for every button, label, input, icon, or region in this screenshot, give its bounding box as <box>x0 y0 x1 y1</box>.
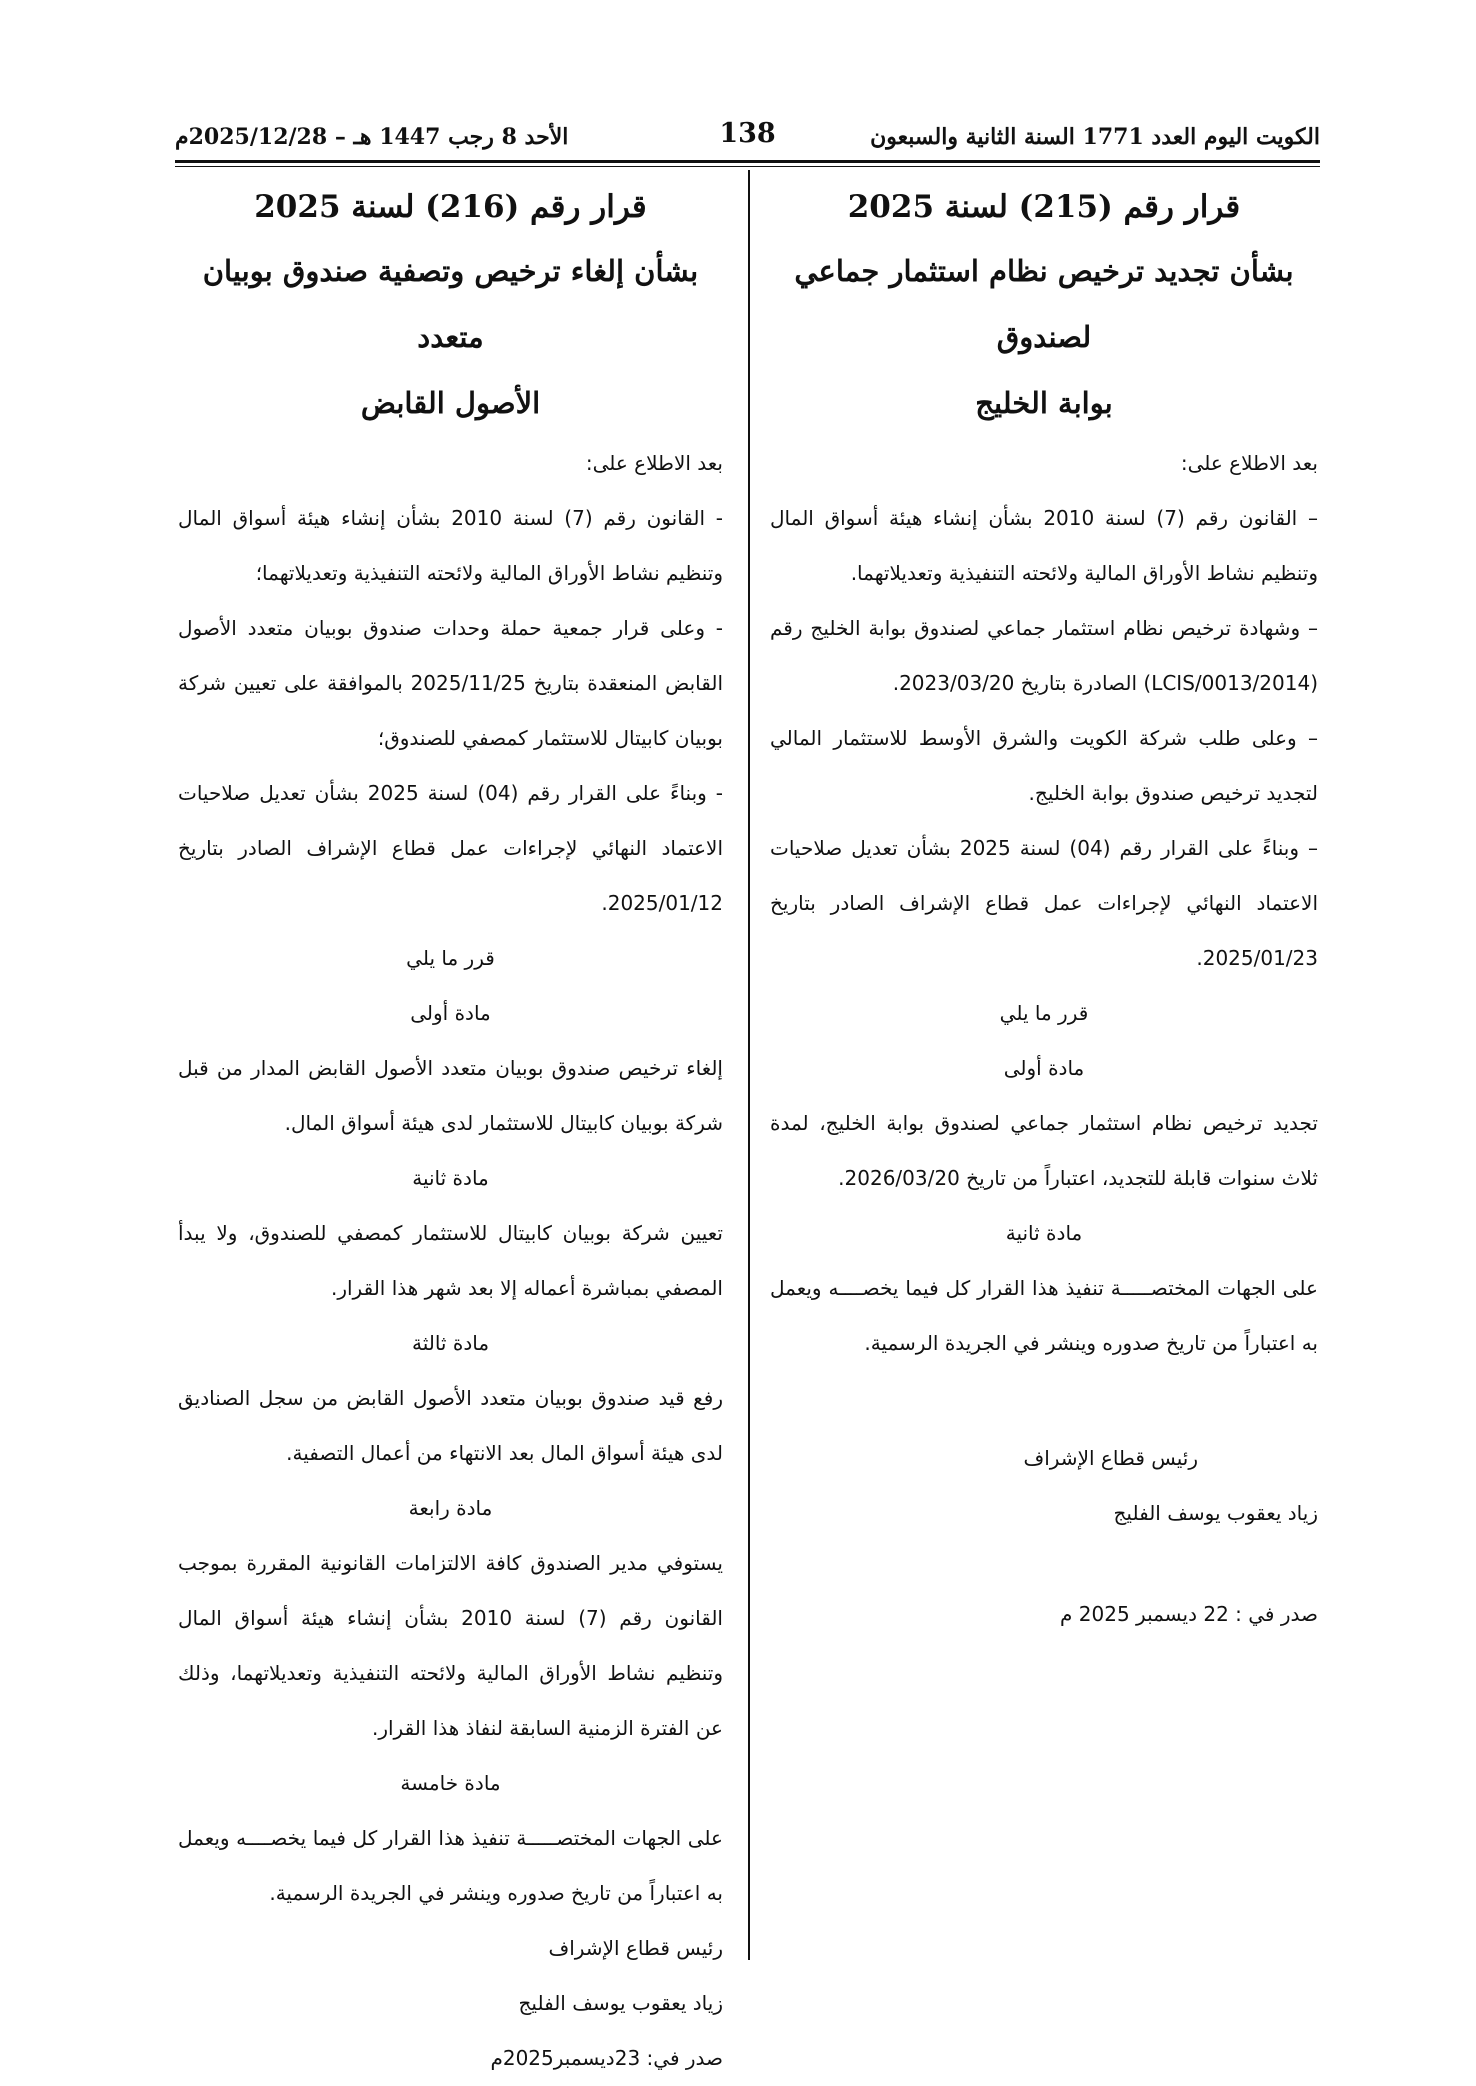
signer-title: رئيس قطاع الإشراف <box>1023 1446 1198 1470</box>
article-text: تعيين شركة بوبيان كابيتال للاستثمار كمصفي للصندوق، ولا يبدأ المصفي بمباشرة أعماله إلا بعد شهر هذا القرار. <box>178 1221 723 1300</box>
article-text: على الجهات المختصـــــة تنفيذ هذا القرار كل فيما يخصــــه ويعمل به اعتباراً من تاريخ صدوره وينشر في الجريدة الرسمية. <box>770 1276 1318 1355</box>
decision-215-column <box>770 176 1318 1642</box>
resolved-heading: قرر ما يلي <box>406 946 495 970</box>
signer-name: زياد يعقوب يوسف الفليج <box>1113 1501 1318 1525</box>
article-heading: مادة أولى <box>410 1001 491 1025</box>
article-heading: مادة ثانية <box>1005 1221 1083 1245</box>
article-heading: مادة ثانية <box>412 1166 489 1190</box>
decision-subject-line1: بشأن إلغاء ترخيص وتصفية صندوق بوبيان متعدد <box>202 254 699 354</box>
recitals-intro: بعد الاطلاع على: <box>585 451 723 475</box>
header-rule-thin <box>175 166 1320 167</box>
signer-title: رئيس قطاع الإشراف <box>548 1936 723 1960</box>
recital: – وعلى طلب شركة الكويت والشرق الأوسط للاستثمار المالي لتجديد ترخيص صندوق بوابة الخليج. <box>770 726 1318 805</box>
column-divider <box>748 170 750 1960</box>
recital: – وبناءً على القرار رقم (04) لسنة 2025 بشأن تعديل صلاحيات الاعتماد النهائي لإجراءات عمل قطاع الإشراف الصادر بتاريخ 2025/01/23. <box>770 836 1318 970</box>
article-heading: مادة خامسة <box>400 1771 501 1795</box>
page-header <box>175 118 1320 158</box>
resolved-heading: قرر ما يلي <box>999 1001 1089 1025</box>
issued-date: صدر في: 23ديسمبر2025م <box>490 2046 723 2070</box>
header-rule-thick <box>175 160 1320 163</box>
decision-subject-line2: الأصول القابض <box>360 386 541 420</box>
recital: - القانون رقم (7) لسنة 2010 بشأن إنشاء هيئة أسواق المال وتنظيم نشاط الأوراق المالية ولائحته التنفيذية وتعديلاتهما؛ <box>178 506 723 585</box>
article-text: يستوفي مدير الصندوق كافة الالتزامات القانونية المقررة بموجب القانون رقم (7) لسنة 2010 بشأن إنشاء هيئة أسواق المال وتنظيم نشاط الأوراق المالية ولائحته التنفيذية وتعديلاتهما، وذلك عن الفترة الزمنية السابقة لنفاذ هذا القرار. <box>178 1551 723 1740</box>
issue-date: الأحد 8 رجب 1447 هـ – 2025/12/28م <box>175 124 569 150</box>
decision-title: قرار رقم (215) لسنة 2025 <box>847 189 1241 225</box>
issue-info: الكويت اليوم العدد 1771 السنة الثانية والسبعون <box>870 124 1320 150</box>
decision-subject-line2: بوابة الخليج <box>975 386 1113 420</box>
decision-subject-line1: بشأن تجديد ترخيص نظام استثمار جماعي لصندوق <box>794 254 1294 354</box>
decision-title: قرار رقم (216) لسنة 2025 <box>254 189 647 225</box>
article-heading: مادة ثالثة <box>411 1331 490 1355</box>
recital: - وبناءً على القرار رقم (04) لسنة 2025 بشأن تعديل صلاحيات الاعتماد النهائي لإجراءات عمل قطاع الإشراف الصادر بتاريخ 2025/01/12. <box>178 781 723 915</box>
recitals-intro: بعد الاطلاع على: <box>1180 451 1318 475</box>
decision-216-column <box>178 176 723 2086</box>
recital: – القانون رقم (7) لسنة 2010 بشأن إنشاء هيئة أسواق المال وتنظيم نشاط الأوراق المالية ولائحته التنفيذية وتعديلاتهما. <box>770 506 1318 585</box>
page-number: 138 <box>719 118 776 149</box>
article-text: إلغاء ترخيص صندوق بوبيان متعدد الأصول القابض المدار من قبل شركة بوبيان كابيتال للاستثمار لدى هيئة أسواق المال. <box>178 1056 723 1135</box>
article-heading: مادة رابعة <box>408 1496 493 1520</box>
article-text: رفع قيد صندوق بوبيان متعدد الأصول القابض من سجل الصناديق لدى هيئة أسواق المال بعد الانتهاء من أعمال التصفية. <box>178 1386 723 1465</box>
article-text: تجديد ترخيص نظام استثمار جماعي لصندوق بوابة الخليج، لمدة ثلاث سنوات قابلة للتجديد، اعتباراً من تاريخ 2026/03/20. <box>770 1111 1318 1190</box>
recital: - وعلى قرار جمعية حملة وحدات صندوق بوبيان متعدد الأصول القابض المنعقدة بتاريخ 2025/11/25 بالموافقة على تعيين شركة بوبيان كابيتال للاستثمار كمصفي للصندوق؛ <box>178 616 724 750</box>
signer-name: زياد يعقوب يوسف الفليج <box>518 1991 723 2015</box>
recital: – وشهادة ترخيص نظام استثمار جماعي لصندوق بوابة الخليج رقم (LCIS/0013/2014) الصادرة بتاريخ 2023/03/20. <box>770 616 1318 695</box>
article-text: على الجهات المختصـــــة تنفيذ هذا القرار كل فيما يخصــــه ويعمل به اعتباراً من تاريخ صدوره وينشر في الجريدة الرسمية. <box>178 1826 723 1905</box>
issued-date: صدر في : 22 ديسمبر 2025 م <box>1060 1602 1318 1626</box>
article-heading: مادة أولى <box>1003 1056 1085 1080</box>
